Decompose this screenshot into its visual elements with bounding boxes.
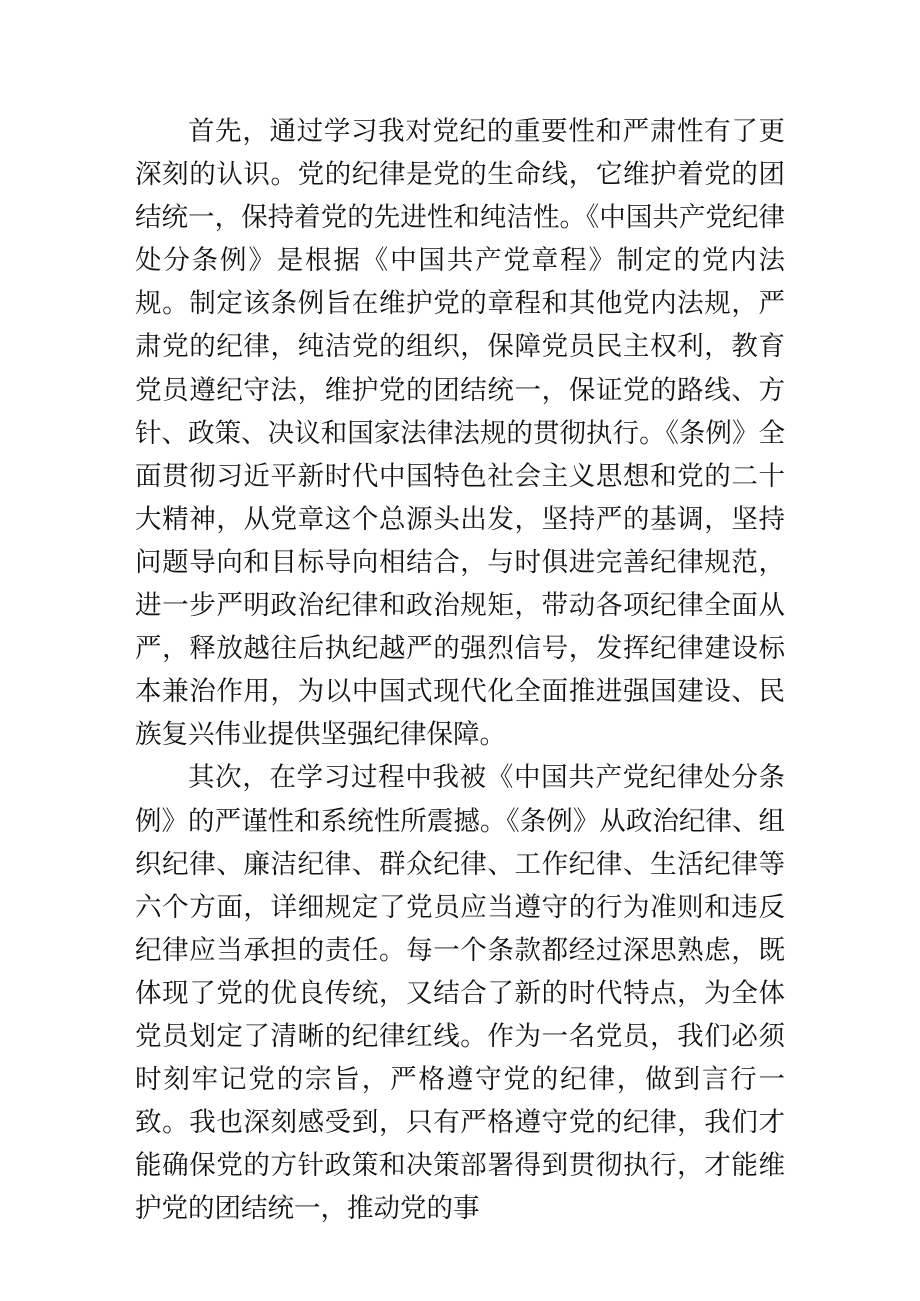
document-body: [135, 110, 785, 1230]
paragraph-2: 其次，在学习过程中我被《中国共产党纪律处分条例》的严谨性和系统性所震撼。《条例》从政治纪律、组织纪律、廉洁纪律、群众纪律、工作纪律、生活纪律等六个方面，详细规定了党员应当遵守的行为准则和违反纪律应当承担的责任。每一个条款都经过深思熟虑，既体现了党的优良传统，又结合了新的时代特点，为全体党员划定了清晰的纪律红线。作为一名党员，我们必须时刻牢记党的宗旨，严格遵守党的纪律，做到言行一致。我也深刻感受到，只有严格遵守党的纪律，我们才能确保党的方针政策和决策部署得到贯彻执行，才能维护党的团结统一，推动党的事: [135, 762, 785, 1225]
paragraph-1: 首先，通过学习我对党纪的重要性和严肃性有了更深刻的认识。党的纪律是党的生命线，它维护着党的团结统一，保持着党的先进性和纯洁性。《中国共产党纪律处分条例》是根据《中国共产党章程》制定的党内法规。制定该条例旨在维护党的章程和其他党内法规，严肃党的纪律，纯洁党的组织，保障党员民主权利，教育党员遵纪守法，维护党的团结统一，保证党的路线、方针、政策、决议和国家法律法规的贯彻执行。《条例》全面贯彻习近平新时代中国特色社会主义思想和党的二十大精神，从党章这个总源头出发，坚持严的基调，坚持问题导向和目标导向相结合，与时俱进完善纪律规范，进一步严明政治纪律和政治规矩，带动各项纪律全面从严，释放越往后执纪越严的强烈信号，发挥纪律建设标本兼治作用，为以中国式现代化全面推进强国建设、民族复兴伟业提供坚强纪律保障。: [135, 116, 785, 751]
